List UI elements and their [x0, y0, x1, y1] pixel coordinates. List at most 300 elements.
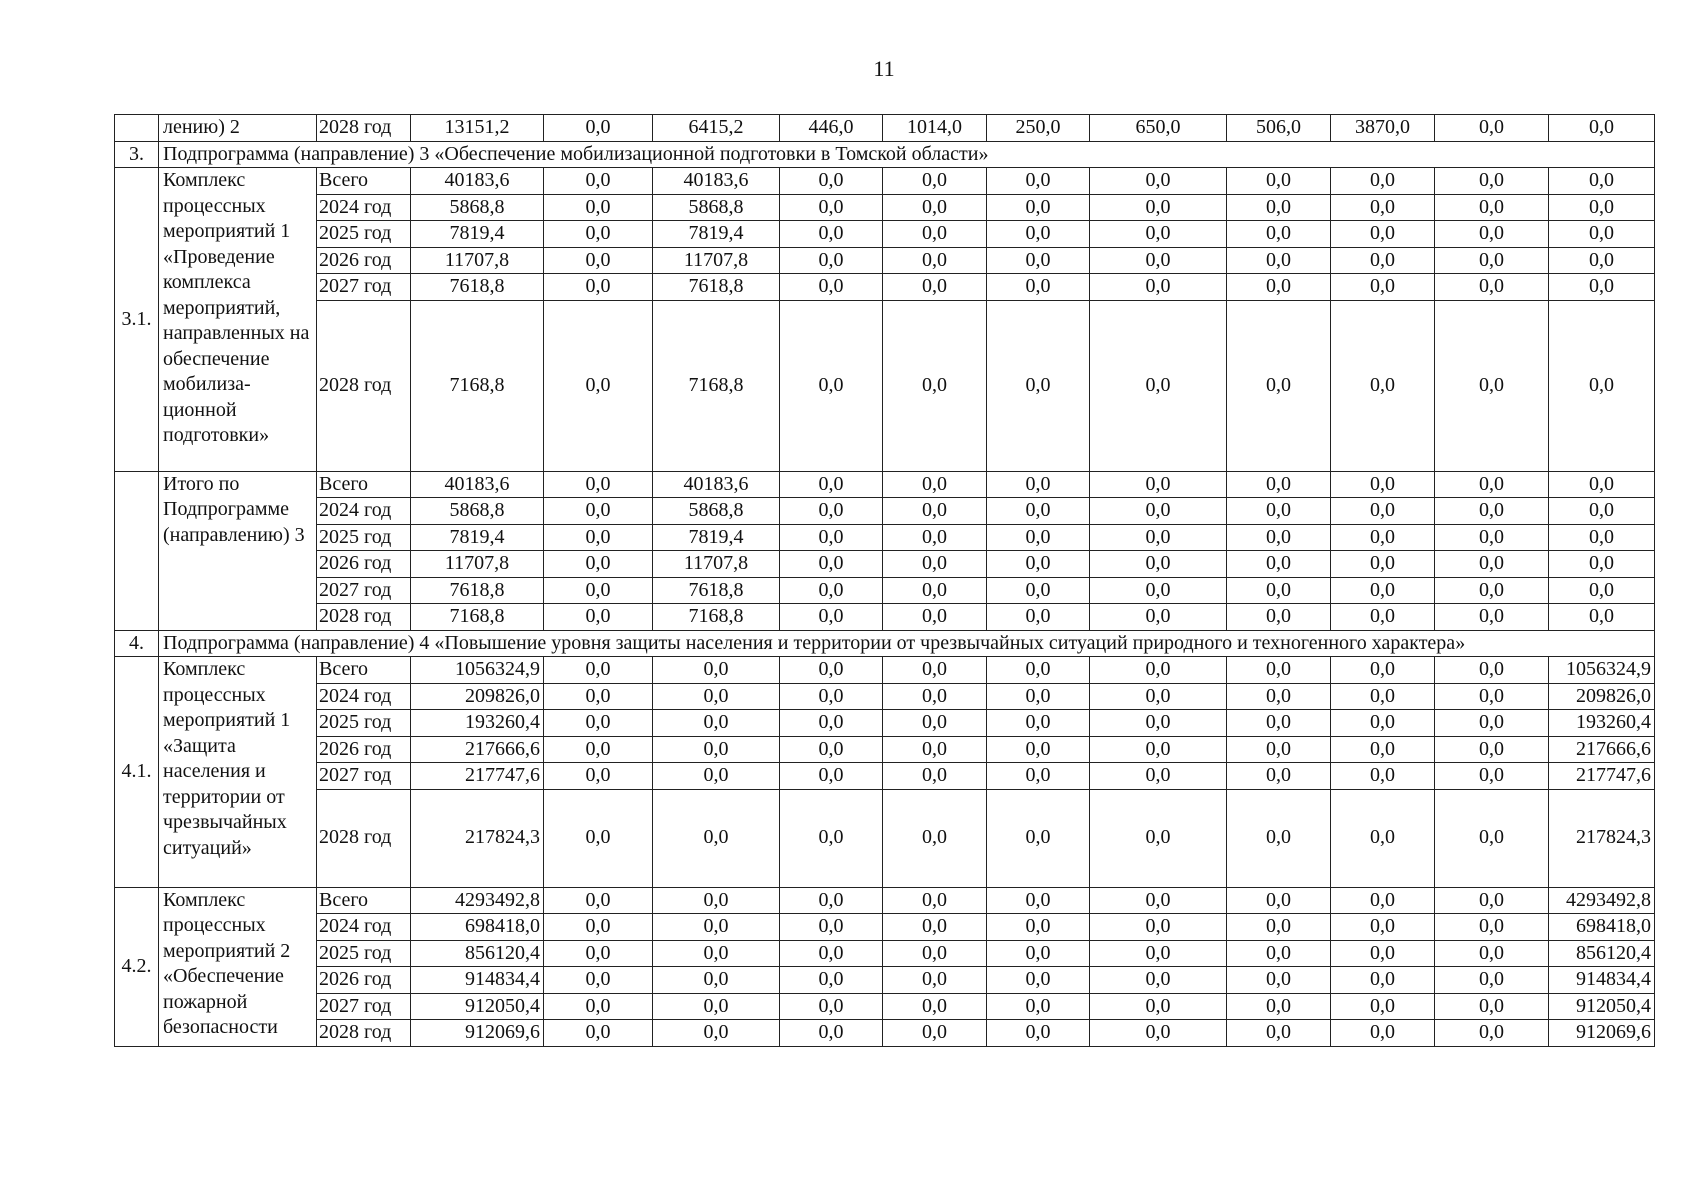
table-cell: 250,0 [987, 115, 1090, 142]
table-cell: 7168,8 [411, 300, 544, 471]
table-cell: 0,0 [987, 1020, 1090, 1047]
table-cell: 13151,2 [411, 115, 544, 142]
table-cell: 0,0 [1331, 604, 1435, 631]
table-cell: 0,0 [780, 471, 883, 498]
table-row [115, 940, 1655, 967]
year-cell: 2027 год [317, 763, 411, 790]
table-cell: 0,0 [1090, 577, 1227, 604]
table-row [115, 274, 1655, 301]
table-cell: 0,0 [1090, 471, 1227, 498]
table-cell: 0,0 [1227, 194, 1331, 221]
table-cell: 0,0 [1227, 993, 1331, 1020]
table-cell: 0,0 [653, 940, 780, 967]
table-cell: 0,0 [987, 710, 1090, 737]
table-cell: 7168,8 [653, 300, 780, 471]
table-cell: 0,0 [1549, 274, 1655, 301]
table-cell: 0,0 [1227, 300, 1331, 471]
table-cell: 0,0 [1331, 993, 1435, 1020]
table-cell: 0,0 [883, 789, 987, 887]
table-cell: 0,0 [1435, 914, 1549, 941]
table-cell: 0,0 [1227, 1020, 1331, 1047]
table-cell: 0,0 [1227, 471, 1331, 498]
index-cell: 3.1. [115, 168, 159, 472]
table-cell: 1056324,9 [411, 657, 544, 684]
table-cell: 0,0 [653, 789, 780, 887]
table-cell: 0,0 [1227, 683, 1331, 710]
table-cell: 0,0 [1549, 524, 1655, 551]
table-cell: 650,0 [1090, 115, 1227, 142]
table-cell: 0,0 [544, 115, 653, 142]
table-cell: 40183,6 [653, 168, 780, 195]
table-cell: 0,0 [780, 993, 883, 1020]
page-number: 11 [873, 56, 895, 81]
table-cell: 0,0 [544, 274, 653, 301]
table-cell: 11707,8 [653, 247, 780, 274]
table-cell: 0,0 [987, 524, 1090, 551]
table-cell: 0,0 [780, 168, 883, 195]
table-cell: 0,0 [544, 498, 653, 525]
year-cell: 2028 год [317, 300, 411, 471]
table-cell: 0,0 [1227, 710, 1331, 737]
table-cell: 0,0 [1435, 247, 1549, 274]
table-cell: 0,0 [544, 577, 653, 604]
table-cell: 5868,8 [653, 194, 780, 221]
year-cell: 2025 год [317, 221, 411, 248]
table-cell: 0,0 [1549, 168, 1655, 195]
table-cell: 4293492,8 [1549, 887, 1655, 914]
table-cell: 0,0 [544, 763, 653, 790]
table-cell: 0,0 [1090, 940, 1227, 967]
table-row [115, 471, 1655, 498]
name-cell: Комплекс процессных мероприятий 1 «Защита населения и территории от чрезвычайных ситуаций» [159, 657, 317, 888]
table-cell: 193260,4 [1549, 710, 1655, 737]
table-row [115, 604, 1655, 631]
table-cell: 0,0 [1331, 710, 1435, 737]
year-cell: 2027 год [317, 993, 411, 1020]
table-cell: 209826,0 [1549, 683, 1655, 710]
table-cell: 0,0 [780, 604, 883, 631]
table-cell: 0,0 [1331, 471, 1435, 498]
index-cell: 4.2. [115, 887, 159, 1046]
table-cell: 0,0 [1090, 300, 1227, 471]
table-cell: 0,0 [1227, 789, 1331, 887]
table-row [115, 247, 1655, 274]
table-cell: 0,0 [653, 967, 780, 994]
table-cell: 0,0 [987, 168, 1090, 195]
table-cell: 0,0 [780, 247, 883, 274]
table-cell: 4293492,8 [411, 887, 544, 914]
table-cell: 0,0 [987, 498, 1090, 525]
table-cell: 0,0 [1331, 683, 1435, 710]
year-cell: 2024 год [317, 683, 411, 710]
table-cell: 0,0 [780, 789, 883, 887]
table-cell: 0,0 [653, 736, 780, 763]
table-cell: 0,0 [780, 710, 883, 737]
table-cell: 0,0 [1549, 194, 1655, 221]
table-cell: 0,0 [544, 247, 653, 274]
year-cell: 2027 год [317, 577, 411, 604]
table-cell: 0,0 [1331, 194, 1435, 221]
table-cell: 0,0 [1435, 168, 1549, 195]
table-cell: 0,0 [1435, 524, 1549, 551]
name-cell: Комплекс процессных мероприятий 1 «Проведение комплекса мероприятий, направленных на обеспечение мобилиза-ционной подготовки» [159, 168, 317, 472]
year-cell: 2025 год [317, 940, 411, 967]
year-cell: Всего [317, 887, 411, 914]
table-cell: 0,0 [1090, 657, 1227, 684]
table-cell: 0,0 [653, 763, 780, 790]
table-cell: 5868,8 [411, 194, 544, 221]
table-cell: 0,0 [987, 763, 1090, 790]
table-cell: 0,0 [544, 194, 653, 221]
table-cell: 217824,3 [411, 789, 544, 887]
table-cell: 0,0 [544, 1020, 653, 1047]
table-cell: 0,0 [780, 498, 883, 525]
table-cell: 0,0 [1090, 551, 1227, 578]
subprogram-header-row [115, 141, 1655, 168]
table-cell: 0,0 [544, 471, 653, 498]
table-cell: 0,0 [883, 274, 987, 301]
table-cell: 0,0 [1090, 194, 1227, 221]
table-cell: 0,0 [987, 789, 1090, 887]
table-cell: 0,0 [1331, 168, 1435, 195]
table-cell: 0,0 [544, 940, 653, 967]
table-cell: 0,0 [883, 914, 987, 941]
table-cell: 0,0 [780, 551, 883, 578]
table-cell: 0,0 [1090, 993, 1227, 1020]
index-cell [115, 115, 159, 142]
table-row [115, 524, 1655, 551]
table-cell: 0,0 [780, 300, 883, 471]
table-cell: 0,0 [1549, 115, 1655, 142]
table-cell: 0,0 [1227, 657, 1331, 684]
table-cell: 0,0 [1435, 221, 1549, 248]
table-cell: 0,0 [780, 763, 883, 790]
table-cell: 0,0 [1227, 736, 1331, 763]
year-cell: 2026 год [317, 736, 411, 763]
table-cell: 0,0 [1331, 498, 1435, 525]
table-cell: 0,0 [1090, 914, 1227, 941]
table-cell: 698418,0 [411, 914, 544, 941]
table-cell: 0,0 [1090, 1020, 1227, 1047]
table-row [115, 914, 1655, 941]
table-cell: 0,0 [1227, 168, 1331, 195]
table-cell: 0,0 [544, 993, 653, 1020]
table-cell: 0,0 [544, 300, 653, 471]
table-row [115, 657, 1655, 684]
table-cell: 0,0 [1435, 657, 1549, 684]
table-row [115, 736, 1655, 763]
table-cell: 0,0 [1090, 789, 1227, 887]
table-cell: 0,0 [1090, 604, 1227, 631]
table-cell: 0,0 [883, 736, 987, 763]
table-cell: 0,0 [544, 657, 653, 684]
table-cell: 0,0 [1331, 967, 1435, 994]
table-cell: 0,0 [883, 551, 987, 578]
table-cell: 217824,3 [1549, 789, 1655, 887]
table-cell: 0,0 [1090, 887, 1227, 914]
table-cell: 0,0 [544, 914, 653, 941]
table-cell: 0,0 [544, 967, 653, 994]
table-cell: 0,0 [987, 683, 1090, 710]
table-cell: 0,0 [1227, 551, 1331, 578]
table-cell: 0,0 [1435, 115, 1549, 142]
table-cell: 0,0 [1435, 498, 1549, 525]
table-cell: 0,0 [883, 168, 987, 195]
table-cell: 0,0 [544, 736, 653, 763]
name-cell: Комплекс процессных мероприятий 2 «Обеспечение пожарной безопасности [159, 887, 317, 1046]
table-cell: 0,0 [883, 967, 987, 994]
table-cell: 0,0 [544, 887, 653, 914]
table-cell: 0,0 [1090, 274, 1227, 301]
table-cell: 0,0 [883, 471, 987, 498]
table-cell: 912050,4 [1549, 993, 1655, 1020]
table-row [115, 710, 1655, 737]
index-cell: 4. [115, 630, 159, 657]
table-cell: 217666,6 [1549, 736, 1655, 763]
table-cell: 7168,8 [411, 604, 544, 631]
table-row [115, 115, 1655, 142]
table-cell: 0,0 [1090, 763, 1227, 790]
table-cell: 5868,8 [653, 498, 780, 525]
table-cell: 0,0 [653, 657, 780, 684]
table-cell: 11707,8 [411, 551, 544, 578]
table-cell: 0,0 [780, 736, 883, 763]
table-row [115, 168, 1655, 195]
table-cell: 0,0 [1227, 967, 1331, 994]
table-cell: 0,0 [544, 789, 653, 887]
table-cell: 209826,0 [411, 683, 544, 710]
table-cell: 0,0 [987, 940, 1090, 967]
table-cell: 0,0 [987, 221, 1090, 248]
table-cell: 0,0 [1227, 524, 1331, 551]
table-cell: 40183,6 [653, 471, 780, 498]
year-cell: 2026 год [317, 967, 411, 994]
table-row [115, 1020, 1655, 1047]
table-cell: 0,0 [653, 993, 780, 1020]
table-cell: 0,0 [1549, 300, 1655, 471]
table-cell: 0,0 [1090, 221, 1227, 248]
table-cell: 11707,8 [653, 551, 780, 578]
table-cell: 0,0 [653, 710, 780, 737]
table-cell: 0,0 [1331, 736, 1435, 763]
table-cell: 5868,8 [411, 498, 544, 525]
table-cell: 0,0 [1331, 247, 1435, 274]
table-cell: 0,0 [1331, 1020, 1435, 1047]
index-cell [115, 471, 159, 630]
table-cell: 0,0 [987, 736, 1090, 763]
table-cell: 0,0 [1090, 498, 1227, 525]
subprogram-title: Подпрограмма (направление) 3 «Обеспечение мобилизационной подготовки в Томской области» [159, 141, 1655, 168]
table-cell: 0,0 [987, 657, 1090, 684]
year-cell: 2024 год [317, 914, 411, 941]
year-cell: 2024 год [317, 194, 411, 221]
table-cell: 0,0 [987, 577, 1090, 604]
table-cell: 217747,6 [1549, 763, 1655, 790]
index-cell: 3. [115, 141, 159, 168]
table-cell: 0,0 [1331, 914, 1435, 941]
table-cell: 40183,6 [411, 471, 544, 498]
table-cell: 0,0 [987, 300, 1090, 471]
table-cell: 7819,4 [653, 524, 780, 551]
table-cell: 0,0 [883, 710, 987, 737]
table-cell: 0,0 [1435, 604, 1549, 631]
table-cell: 0,0 [987, 551, 1090, 578]
subprogram-header-row [115, 630, 1655, 657]
table-cell: 0,0 [1435, 300, 1549, 471]
table-cell: 0,0 [1549, 247, 1655, 274]
subprogram-title: Подпрограмма (направление) 4 «Повышение уровня защиты населения и территории от чрезвычайных ситуаций природного и техногенного характера» [159, 630, 1655, 657]
table-cell: 0,0 [883, 763, 987, 790]
table-cell: 0,0 [544, 683, 653, 710]
index-cell: 4.1. [115, 657, 159, 888]
table-cell: 0,0 [544, 710, 653, 737]
year-cell: 2027 год [317, 274, 411, 301]
table-cell: 0,0 [987, 967, 1090, 994]
table-cell: 0,0 [1435, 577, 1549, 604]
year-cell: 2026 год [317, 551, 411, 578]
table-cell: 0,0 [883, 940, 987, 967]
table-row [115, 789, 1655, 887]
table-cell: 0,0 [544, 221, 653, 248]
table-cell: 0,0 [780, 683, 883, 710]
table-cell: 0,0 [1090, 247, 1227, 274]
table-cell: 0,0 [780, 887, 883, 914]
table-cell: 0,0 [780, 967, 883, 994]
table-cell: 0,0 [987, 471, 1090, 498]
table-cell: 914834,4 [411, 967, 544, 994]
table-cell: 217666,6 [411, 736, 544, 763]
table-cell: 0,0 [1549, 551, 1655, 578]
table-row [115, 194, 1655, 221]
table-cell: 856120,4 [1549, 940, 1655, 967]
table-cell: 0,0 [1090, 524, 1227, 551]
table-cell: 0,0 [653, 1020, 780, 1047]
name-cell: лению) 2 [159, 115, 317, 142]
table-cell: 446,0 [780, 115, 883, 142]
table-cell: 0,0 [1227, 221, 1331, 248]
table-cell: 698418,0 [1549, 914, 1655, 941]
table-cell: 0,0 [1227, 887, 1331, 914]
table-row [115, 887, 1655, 914]
year-cell: 2025 год [317, 524, 411, 551]
year-cell: Всего [317, 168, 411, 195]
table-cell: 0,0 [1331, 789, 1435, 887]
table-cell: 0,0 [987, 194, 1090, 221]
table-cell: 0,0 [1331, 887, 1435, 914]
table-cell: 0,0 [1090, 710, 1227, 737]
year-cell: 2028 год [317, 604, 411, 631]
year-cell: 2026 год [317, 247, 411, 274]
table-cell: 1056324,9 [1549, 657, 1655, 684]
table-cell: 0,0 [1331, 940, 1435, 967]
table-cell: 7618,8 [653, 577, 780, 604]
table-cell: 0,0 [1435, 1020, 1549, 1047]
table-cell: 1014,0 [883, 115, 987, 142]
table-row [115, 993, 1655, 1020]
table-cell: 0,0 [1549, 221, 1655, 248]
table-row [115, 498, 1655, 525]
year-cell: 2028 год [317, 115, 411, 142]
table-cell: 0,0 [883, 657, 987, 684]
table-cell: 0,0 [1331, 551, 1435, 578]
table-cell: 0,0 [1549, 604, 1655, 631]
table-cell: 912050,4 [411, 993, 544, 1020]
table-cell: 0,0 [1090, 683, 1227, 710]
table-cell: 0,0 [780, 194, 883, 221]
table-cell: 0,0 [883, 887, 987, 914]
year-cell: 2028 год [317, 1020, 411, 1047]
table-cell: 0,0 [1227, 604, 1331, 631]
table-cell: 0,0 [987, 274, 1090, 301]
table-row [115, 221, 1655, 248]
table-cell: 0,0 [1549, 498, 1655, 525]
table-cell: 912069,6 [1549, 1020, 1655, 1047]
year-cell: 2024 год [317, 498, 411, 525]
table-cell: 0,0 [1331, 763, 1435, 790]
table-cell: 0,0 [987, 993, 1090, 1020]
table-cell: 0,0 [1435, 471, 1549, 498]
table-cell: 0,0 [780, 940, 883, 967]
table-cell: 0,0 [1435, 887, 1549, 914]
table-cell: 0,0 [883, 247, 987, 274]
table-cell: 6415,2 [653, 115, 780, 142]
table-cell: 0,0 [1090, 967, 1227, 994]
table-cell: 0,0 [1227, 498, 1331, 525]
table-cell: 0,0 [1435, 789, 1549, 887]
table-cell: 0,0 [1227, 763, 1331, 790]
table-cell: 0,0 [1435, 940, 1549, 967]
table-cell: 0,0 [544, 524, 653, 551]
table-cell: 3870,0 [1331, 115, 1435, 142]
table-cell: 0,0 [987, 247, 1090, 274]
table-row [115, 577, 1655, 604]
table-cell: 0,0 [780, 274, 883, 301]
table-cell: 0,0 [1435, 993, 1549, 1020]
table-cell: 0,0 [883, 577, 987, 604]
table-cell: 0,0 [780, 577, 883, 604]
table-cell: 0,0 [1331, 274, 1435, 301]
table-cell: 0,0 [1549, 577, 1655, 604]
table-cell: 0,0 [1227, 247, 1331, 274]
table-cell: 0,0 [1227, 940, 1331, 967]
table-cell: 912069,6 [411, 1020, 544, 1047]
table-cell: 0,0 [1435, 710, 1549, 737]
table-cell: 0,0 [883, 300, 987, 471]
table-cell: 7168,8 [653, 604, 780, 631]
table-cell: 0,0 [883, 993, 987, 1020]
table-cell: 0,0 [1227, 274, 1331, 301]
table-cell: 7618,8 [411, 274, 544, 301]
table-cell: 914834,4 [1549, 967, 1655, 994]
table-cell: 0,0 [780, 524, 883, 551]
table-row [115, 683, 1655, 710]
table-cell: 0,0 [1435, 736, 1549, 763]
table-cell: 0,0 [1435, 683, 1549, 710]
table-cell: 0,0 [780, 657, 883, 684]
table-cell: 193260,4 [411, 710, 544, 737]
table-cell: 0,0 [1331, 300, 1435, 471]
table-cell: 0,0 [653, 914, 780, 941]
year-cell: Всего [317, 471, 411, 498]
table-cell: 0,0 [1549, 471, 1655, 498]
table-cell: 7819,4 [653, 221, 780, 248]
year-cell: 2028 год [317, 789, 411, 887]
table-cell: 0,0 [544, 604, 653, 631]
budget-table [114, 114, 1655, 1047]
year-cell: 2025 год [317, 710, 411, 737]
table-cell: 0,0 [987, 914, 1090, 941]
table-cell: 7819,4 [411, 221, 544, 248]
